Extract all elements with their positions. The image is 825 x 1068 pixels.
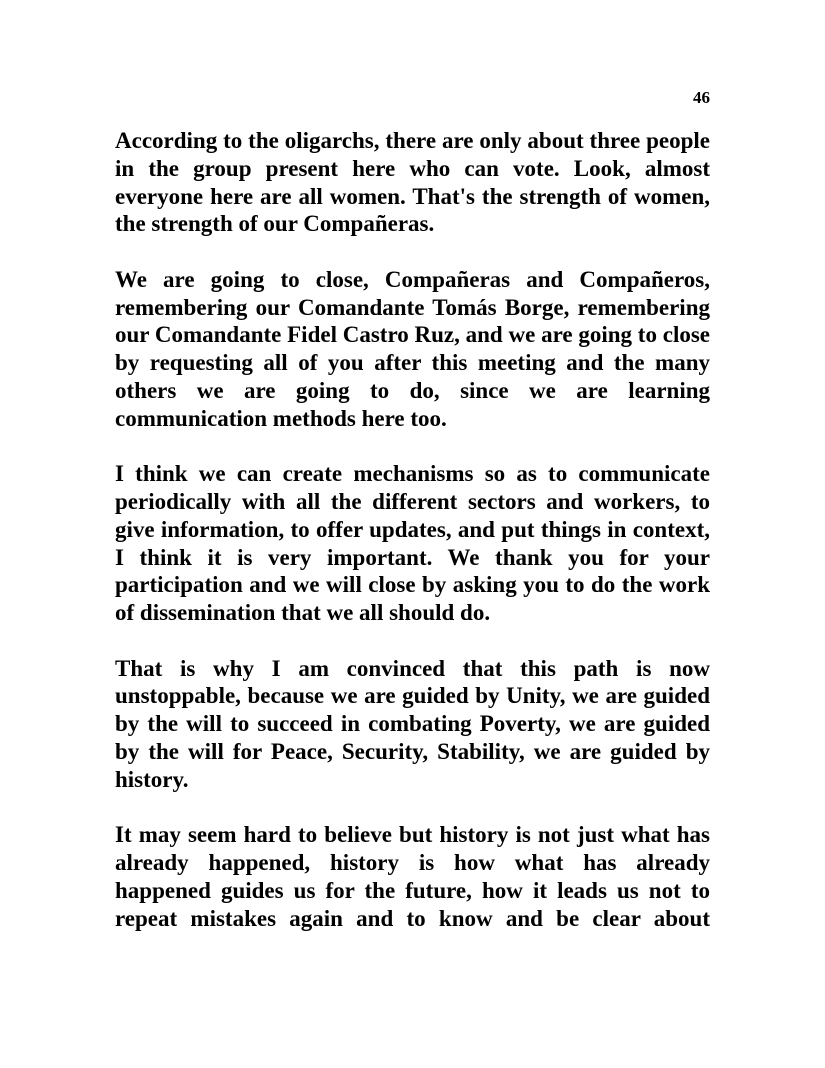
paragraph-5: It may seem hard to believe but history is not just what has already happened, history is how what has already happened guides us for the future, how it leads us not to repeat mistakes again and to know and be clear about [115, 822, 710, 931]
paragraph-1: According to the oligarchs, there are only about three people in the group present here who can vote. Look, almost everyone here are all women. That's the strength of women, the strength of our Compañeras. [115, 128, 710, 237]
paragraph-4: That is why I am convinced that this path is now unstoppable, because we are guided by Unity, we are guided by the will to succeed in combating Poverty, we are guided by the will for Peace, Security, Stability, we are guided by history. [115, 655, 710, 792]
body-text [115, 127, 710, 960]
paragraph-3: I think we can create mechanisms so as to communicate periodically with all the different sectors and workers, to give information, to offer updates, and put things in context, I think it is very important. We thank you for your participation and we will close by asking you to do the work of dissemination that we all should do. [115, 461, 710, 626]
paragraph-2: We are going to close, Compañeras and Compañeros, remembering our Comandante Tomás Borge, remembering our Comandante Fidel Castro Ruz, and we are going to close by requesting all of you after this meeting and the many others we are going to do, since we are learning communication methods here too. [115, 266, 710, 431]
page-number: 46 [693, 88, 710, 107]
